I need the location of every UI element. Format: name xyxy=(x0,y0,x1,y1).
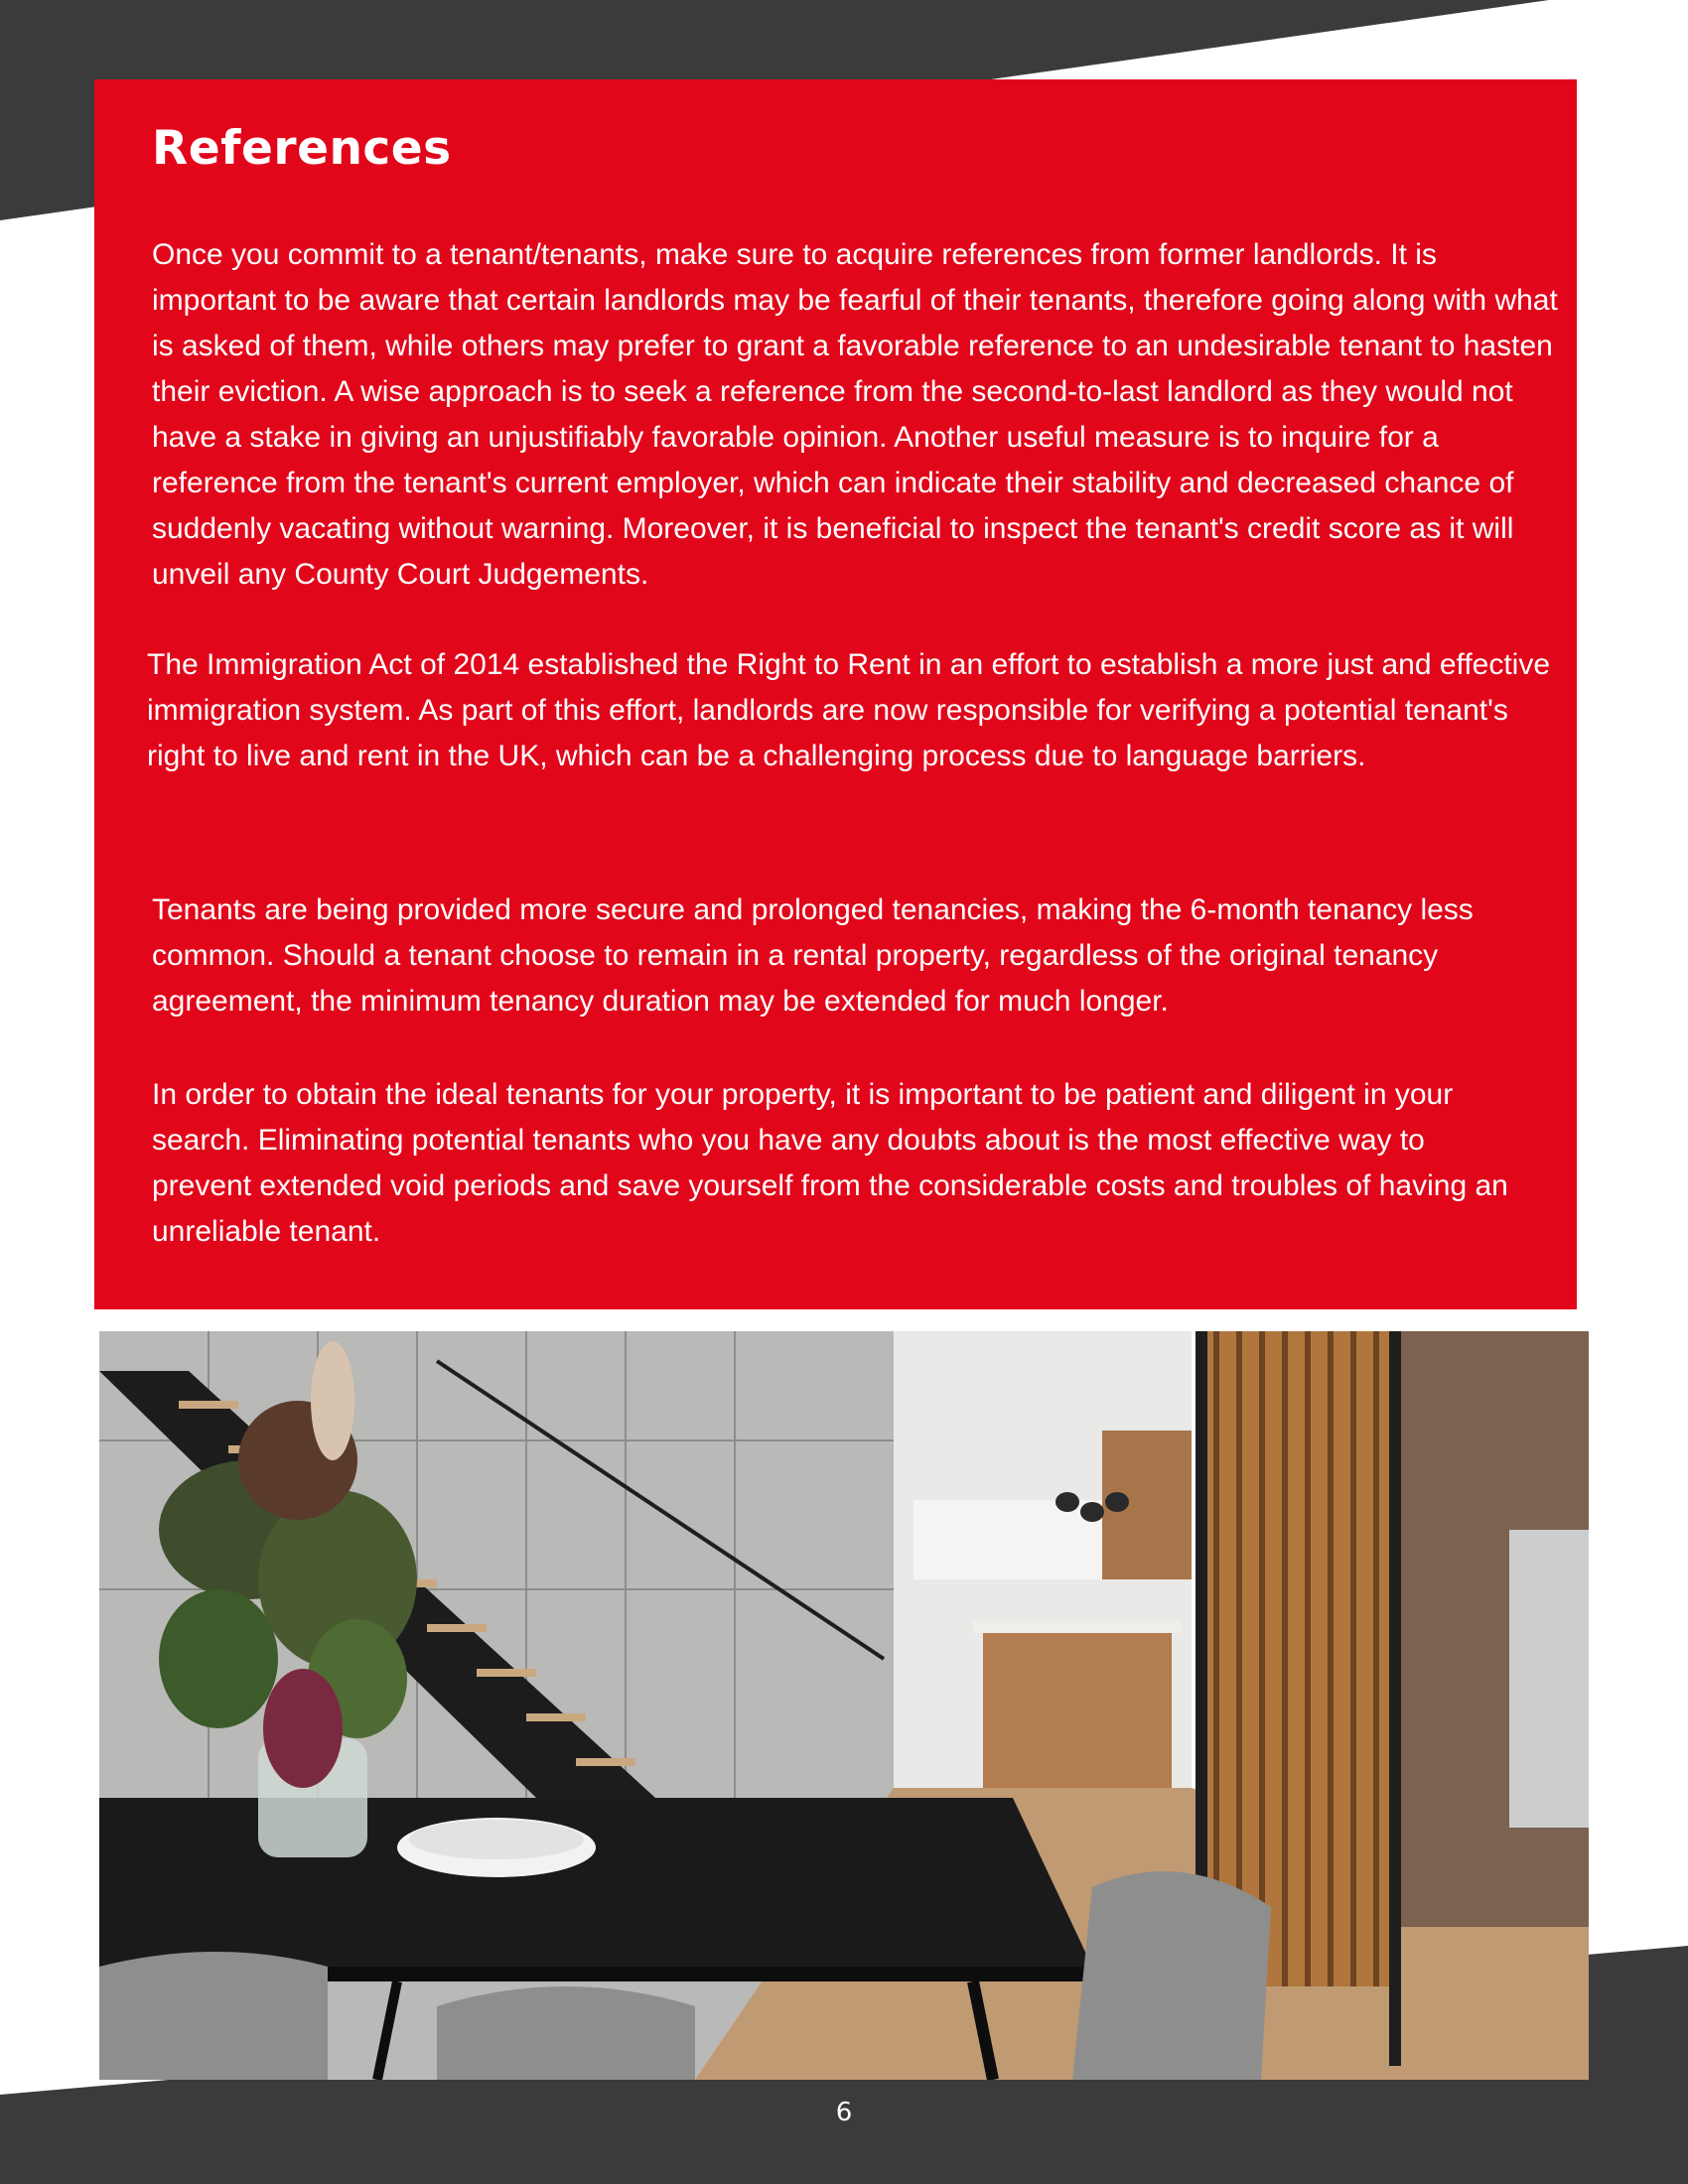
outdoor-room xyxy=(1509,1530,1589,1828)
references-panel xyxy=(94,79,1577,1309)
kitchen-island xyxy=(983,1629,1172,1798)
section-title: References xyxy=(152,121,452,176)
kitchen-counter xyxy=(973,1621,1182,1633)
dining-table xyxy=(99,1798,1092,1967)
paragraph-ideal-tenants: In order to obtain the ideal tenants for your property, it is important to be patient and diligent in your search. Eliminating potential tenants who you have any doubts about is the most effective way to prevent extended void periods and save yourself from the considerable costs and troubles of having an unreliable tenant. xyxy=(152,1078,1508,1248)
paragraph-references: Once you commit to a tenant/tenants, make sure to acquire references from former landlords. It is important to be aware that certain landlords may be fearful of their tenants, therefore going along with what is asked of them, while others may prefer to grant a favorable reference to an undesirable tenant to hasten their eviction. A wise approach is to seek a reference from the second-to-last landlord as they would not have a stake in giving an unjustifiably favorable opinion. Another useful measure is to inquire for a reference from the tenant's current employer, which can indicate their stability and decreased chance of suddenly vacating without warning. Moreover, it is beneficial to inspect the tenant's credit score as it will unveil any County Court Judgements. xyxy=(152,238,1558,591)
paragraph-tenancy-length: Tenants are being provided more secure and prolonged tenancies, making the 6-month tenancy less common. Should a tenant choose to remain in a rental property, regardless of the original tenancy agreement, the minimum tenancy duration may be extended for much longer. xyxy=(152,893,1474,1018)
paragraph-right-to-rent: The Immigration Act of 2014 established the Right to Rent in an effort to establish a more just and effective immigration system. As part of this effort, landlords are now responsible for verifying a potential tenant's right to live and rent in the UK, which can be a challenging process due to language barriers. xyxy=(147,648,1551,772)
page-number: 6 xyxy=(835,2098,853,2127)
interior-photo xyxy=(99,1331,1589,2080)
